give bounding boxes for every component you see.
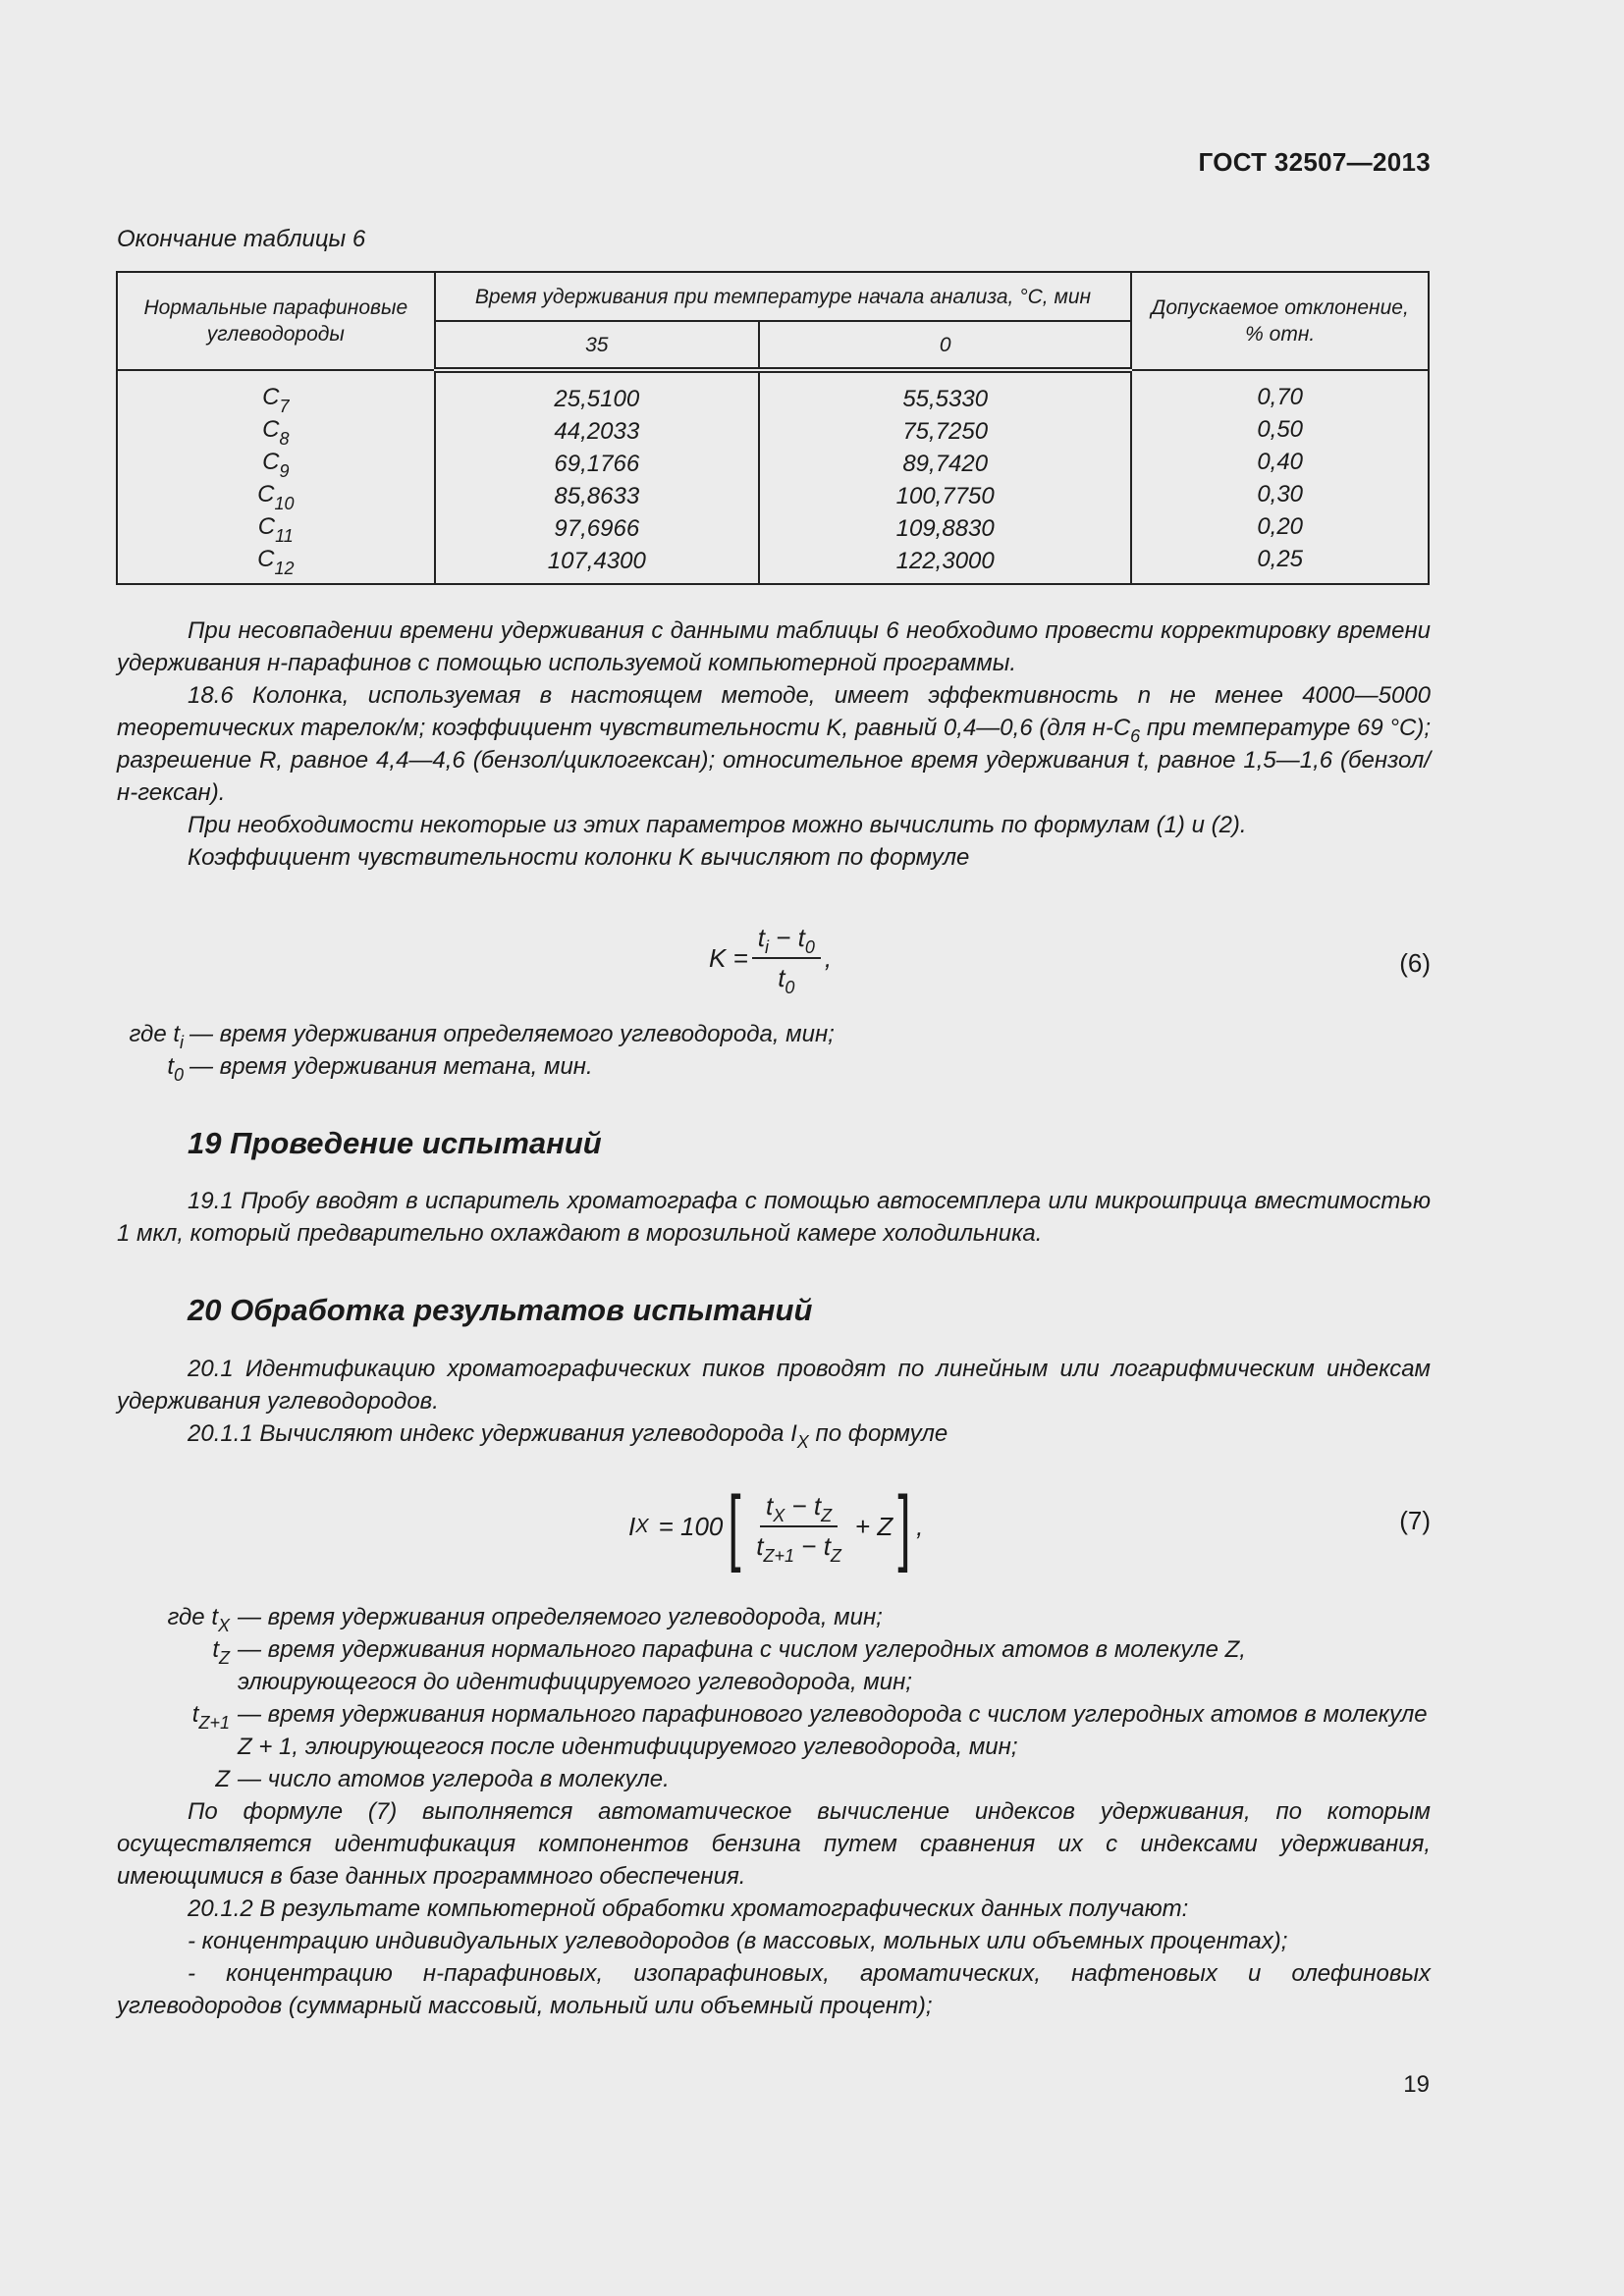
where-list-6 bbox=[117, 1018, 1431, 1083]
subheader-temp-35: 35 bbox=[435, 321, 759, 370]
document-id: ГОСТ 32507—2013 bbox=[1198, 147, 1431, 177]
table-cell: 55,5330 bbox=[902, 386, 989, 412]
table-cell: 109,8830 bbox=[895, 515, 995, 542]
table-cell: 100,7750 bbox=[895, 483, 995, 509]
paragraph: При необходимости некоторые из этих параметров можно вычислить по формулам (1) и (2). bbox=[188, 812, 1247, 838]
paragraph: При несовпадении времени удерживания с данными таблицы 6 необходимо провести корректировку времени удерживания н-парафинов с помощью используемой компьютерной программы. bbox=[117, 617, 1431, 676]
list-item: Z — число атомов углерода в молекуле. bbox=[215, 1766, 670, 1792]
table-cell: 97,6966 bbox=[554, 515, 640, 542]
formula-7: I X = 100 [ $\frac{t_X - t_Z}{t_{Z+1} - t_Z}$ + Z ] , bbox=[628, 1479, 924, 1574]
section-19-heading: 19 Проведение испытаний bbox=[188, 1126, 602, 1160]
table-cell: 75,7250 bbox=[902, 418, 989, 445]
col-header-hydrocarbons: Нормальные парафиновые углеводороды bbox=[117, 272, 435, 370]
col-header-retention-time: Время удерживания при температуре начала анализа, °С, мин bbox=[435, 272, 1132, 321]
table-caption: Окончание таблицы 6 bbox=[117, 226, 366, 252]
column-time-0 bbox=[759, 370, 1131, 584]
list-item: $t_{Z+1}$ — время удерживания нормального парафинового углеводорода с числом углеродных атомов в молекуле Z + 1, элюирующегося после идентифицируемого углеводорода, мин; bbox=[191, 1701, 1428, 1760]
table-cell: 0,30 bbox=[1257, 481, 1304, 507]
table-row: $C_{11}$ bbox=[257, 513, 294, 546]
section-20-heading: 20 Обработка результатов испытаний bbox=[188, 1293, 813, 1327]
paragraph-20-1-1: 20.1.1 Вычисляют индекс удерживания углеводорода $I_X$ по формуле bbox=[188, 1420, 948, 1452]
table-6 bbox=[116, 271, 1430, 585]
table-cell: 69,1766 bbox=[554, 451, 640, 477]
paragraph-19-1: 19.1 Пробу вводят в испаритель хроматографа с помощью автосемплера или микрошприца вместимостью 1 мкл, который предварительно охлаждают в морозильной камере холодильника. bbox=[117, 1188, 1431, 1247]
section-20-body bbox=[117, 1353, 1431, 1450]
list-item: $t_Z$ — время удерживания нормального парафина с числом углеродных атомов в молекуле Z, элюирующегося до идентифицируемого углеводорода, мин; bbox=[212, 1636, 1246, 1695]
paragraph: Коэффициент чувствительности колонки K вычисляют по формуле bbox=[188, 844, 970, 871]
paragraph-20-1-2: 20.1.2 В результате компьютерной обработки хроматографических данных получают: bbox=[188, 1896, 1189, 1922]
table-cell: 0,50 bbox=[1257, 416, 1304, 443]
column-hydrocarbon bbox=[117, 370, 435, 584]
table-row: $C_{12}$ bbox=[257, 546, 295, 578]
right-bracket-icon: ] bbox=[897, 1479, 911, 1574]
table-cell: 44,2033 bbox=[554, 418, 640, 445]
where-list-7 bbox=[117, 1601, 1431, 1795]
table-row: $C_8$ bbox=[262, 416, 290, 449]
column-time-35 bbox=[435, 370, 759, 584]
formula-6: K = $\frac{t_i - t_0}{t_0}$ , bbox=[709, 923, 833, 997]
body-text-block-2 bbox=[117, 1795, 1431, 2022]
list-item: где $t_X$ — время удерживания определяемого углеводорода, мин; bbox=[167, 1604, 883, 1635]
subheader-temp-0: 0 bbox=[759, 321, 1131, 370]
col-header-deviation: Допускаемое отклонение, % отн. bbox=[1131, 272, 1429, 370]
left-bracket-icon: [ bbox=[728, 1479, 741, 1574]
paragraph-18-6: 18.6 Колонка, используемая в настоящем методе, имеет эффективность n не менее 4000—5000 теоретических тарелок/м; коэффициент чувствительности K, равный 0,4—0,6 (для $н-С_6$ при температуре 69 °С); разрешение R, равное 4,4—4,6 (бензол/циклогексан); относительное время удерживания t, равное 1,5—1,6 (бензол/н-гексан). bbox=[117, 682, 1431, 806]
section-19-body bbox=[117, 1185, 1431, 1250]
table-cell: 89,7420 bbox=[902, 451, 989, 477]
table-row: $C_9$ bbox=[262, 449, 290, 481]
paragraph: По формуле (7) выполняется автоматическое вычисление индексов удерживания, по которым осуществляется идентификация компонентов бензина путем сравнения их с индексами удерживания, имеющимися в базе данных программного обеспечения. bbox=[117, 1798, 1431, 1890]
equation-number-6: (6) bbox=[1399, 948, 1431, 978]
column-deviation bbox=[1131, 370, 1429, 584]
table-cell: 0,25 bbox=[1257, 546, 1304, 572]
table-cell: 0,40 bbox=[1257, 449, 1304, 475]
table-cell: 0,70 bbox=[1257, 384, 1304, 410]
list-item: - концентрацию н-парафиновых, изопарафиновых, ароматических, нафтеновых и олефиновых углеводородов (суммарный массовый, мольный или объемный процент); bbox=[117, 1960, 1431, 2019]
table-row: $C_7$ bbox=[262, 384, 290, 416]
page-number: 19 bbox=[1403, 2071, 1430, 2098]
list-item: $t_0$ — время удерживания метана, мин. bbox=[167, 1053, 593, 1085]
table-row: $C_{10}$ bbox=[257, 481, 295, 513]
paragraph-20-1: 20.1 Идентификацию хроматографических пиков проводят по линейным или логарифмическим индексам удерживания углеводородов. bbox=[117, 1356, 1431, 1415]
table-cell: 25,5100 bbox=[554, 386, 640, 412]
equation-number-7: (7) bbox=[1399, 1506, 1431, 1535]
body-text-block-1 bbox=[117, 614, 1431, 874]
list-item: - концентрацию индивидуальных углеводородов (в массовых, мольных или объемных процентах); bbox=[188, 1928, 1288, 1954]
table-cell: 107,4300 bbox=[547, 548, 646, 574]
list-item: где $t_i$ — время удерживания определяемого углеводорода, мин; bbox=[129, 1021, 835, 1052]
table-cell: 85,8633 bbox=[554, 483, 640, 509]
table-cell: 0,20 bbox=[1257, 513, 1304, 540]
table-cell: 122,3000 bbox=[895, 548, 995, 574]
